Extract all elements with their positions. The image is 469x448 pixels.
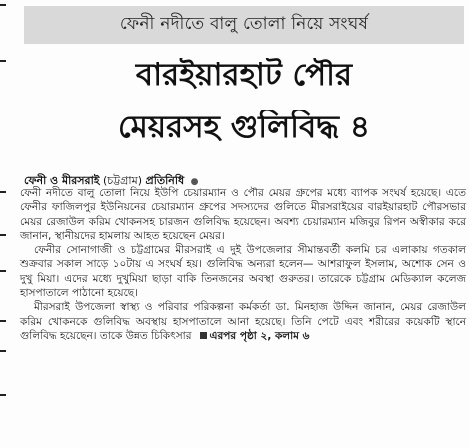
column-rule-mark xyxy=(0,60,6,62)
article-body xyxy=(20,186,466,343)
article-paragraph-last xyxy=(20,300,466,343)
column-rule-mark xyxy=(0,320,6,322)
byline-place: ফেনী ও মীরসরাই xyxy=(24,174,100,187)
article-paragraph: ফেনীর সোনাগাজী ও চট্টগ্রামের মীরসরাই এ দুই উপজেলার সীমান্তবর্তী কলমি চর এলাকায় গতকাল শুক্রবার সকাল সাড়ে ১০টায় এ সংঘর্ষ হয়। গুলিবিদ্ধ অন্যরা হলেন— আশরাফুল ইসলাম, অশোক সেন ও দুখু মিয়া। এদের মধ্যে দুখুমিয়া ছাড়া বাকি তিনজনের অবস্থা গুরুতর। তারেকে চট্টগ্রাম মেডিক্যাল কলেজ হাসপাতালে পাঠানো হয়েছে। xyxy=(20,244,466,300)
byline-role: প্রতিনিধি xyxy=(145,174,185,187)
article-paragraph: ফেনী নদীতে বালু তোলা নিয়ে ইউপি চেয়ারম্যান ও পৌর মেয়র গ্রুপের মধ্যে ব্যাপক সংঘর্ষ হয়েছে। এতে ফেনীর ফাজিলপুর ইউনিয়নের চেয়ারম্যান গ্রুপের সদস্যদের গুলিতে মীরসরাইয়ের বারইয়ারহাট পৌরসভার মেয়র রেজাউল করিম খোকনসহ চারজন গুলিবিদ্ধ হয়েছেন। অবশ্য চেয়ারম্যান মজিবুর রিপন অস্বীকার করে জানান, স্থানীয়দের হামলায় আহত হয়েছেন মেয়র। xyxy=(20,187,466,242)
column-rule-mark xyxy=(0,270,6,272)
column-rule-mark xyxy=(0,394,6,396)
bullet-icon: ● xyxy=(190,177,199,187)
article-paragraph-text: মীরসরাই উপজেলা স্বাস্থ্য ও পরিবার পরিকল্পনা কর্মকর্তা ডা. মিনহাজ উদ্দিন জানান, মেয়র রেজাউল করিম খোকনকে গুলিবিদ্ধ অবস্থায় হাসপাতালে আনা হয়েছে। তিনি পেটে এবং শরীরের কয়েকটি স্থানে গুলিবিদ্ধ হয়েছেন। তাকে উন্নত চিকিৎসার xyxy=(20,301,466,342)
byline-region: (চট্টগ্রাম) xyxy=(103,174,143,187)
headline-line-1: বারইয়ারহাট পৌর xyxy=(135,58,353,93)
headline-kicker: ফেনী নদীতে বালু তোলা নিয়ে সংঘর্ষ xyxy=(24,6,464,44)
column-rule-mark xyxy=(0,4,6,6)
column-rule-mark xyxy=(0,191,6,193)
headline-line-2: মেয়রসহ গুলিবিদ্ধ ৪ xyxy=(118,110,370,145)
continuation-square-icon xyxy=(200,332,207,339)
column-rule-mark xyxy=(0,234,6,236)
continuation-note: এরপর পৃষ্ঠা ২, কলাম ৬ xyxy=(209,329,310,342)
column-rule-mark xyxy=(0,350,6,352)
